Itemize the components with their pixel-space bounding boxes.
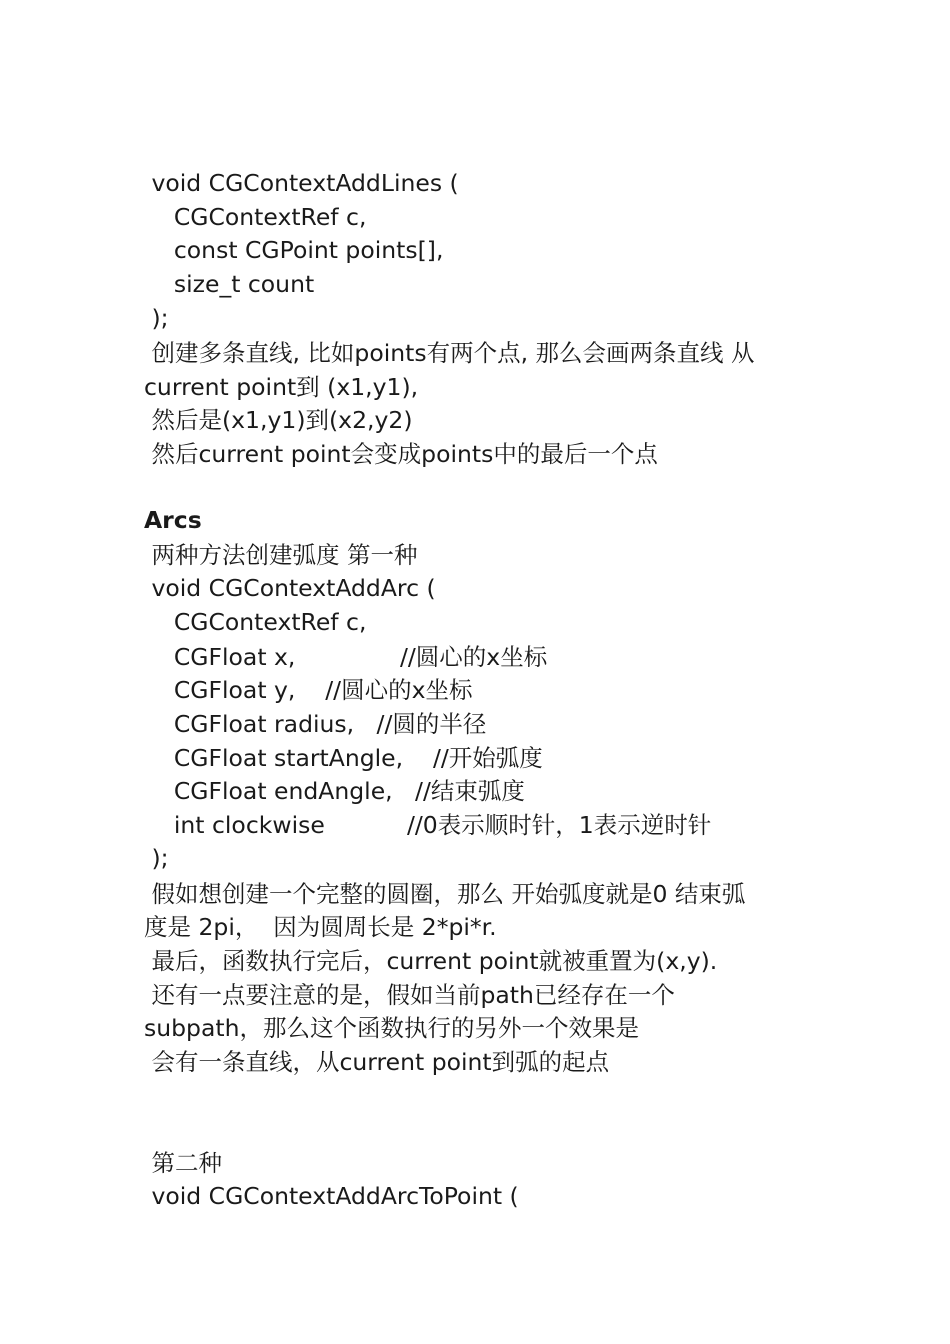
code-line: CGFloat startAngle, //开始弧度 [144, 744, 543, 772]
body-text: 然后是(x1,y1)到(x2,y2) [144, 406, 413, 434]
body-text: 还有一点要注意的是，假如当前path已经存在一个 [144, 981, 675, 1009]
code-line: CGFloat x, //圆心的x坐标 [144, 643, 548, 671]
body-text: 第二种 [144, 1149, 222, 1177]
code-line: CGFloat endAngle, //结束弧度 [144, 777, 525, 805]
body-text: current point到 (x1,y1), [144, 373, 419, 401]
section-heading: Arcs [144, 506, 202, 534]
code-line: CGFloat y, //圆心的x坐标 [144, 676, 473, 704]
body-text: 然后current point会变成points中的最后一个点 [144, 440, 658, 468]
body-text: 两种方法创建弧度 第一种 [144, 541, 418, 569]
body-text: 假如想创建一个完整的圆圈，那么 开始弧度就是0 结束弧 [144, 880, 746, 908]
code-line: void CGContextAddArcToPoint ( [144, 1182, 519, 1210]
code-line: ); [144, 844, 169, 872]
body-text: 度是 2pi， 因为圆周长是 2*pi*r. [144, 913, 497, 941]
code-line: ); [144, 304, 169, 332]
code-line: int clockwise //0表示顺时针，1表示逆时针 [144, 811, 712, 839]
code-line: size_t count [144, 270, 315, 298]
body-text: 会有一条直线，从current point到弧的起点 [144, 1048, 610, 1076]
body-text: 创建多条直线, 比如points有两个点, 那么会画两条直线 从 [144, 339, 755, 367]
code-line: const CGPoint points[], [144, 236, 444, 264]
code-line: CGFloat radius, //圆的半径 [144, 710, 487, 738]
code-line: void CGContextAddLines ( [144, 169, 459, 197]
code-line: CGContextRef c, [144, 608, 367, 636]
code-line: CGContextRef c, [144, 203, 367, 231]
body-text: 最后，函数执行完后，current point就被重置为(x,y). [144, 947, 718, 975]
body-text: subpath，那么这个函数执行的另外一个效果是 [144, 1014, 639, 1042]
code-line: void CGContextAddArc ( [144, 574, 436, 602]
